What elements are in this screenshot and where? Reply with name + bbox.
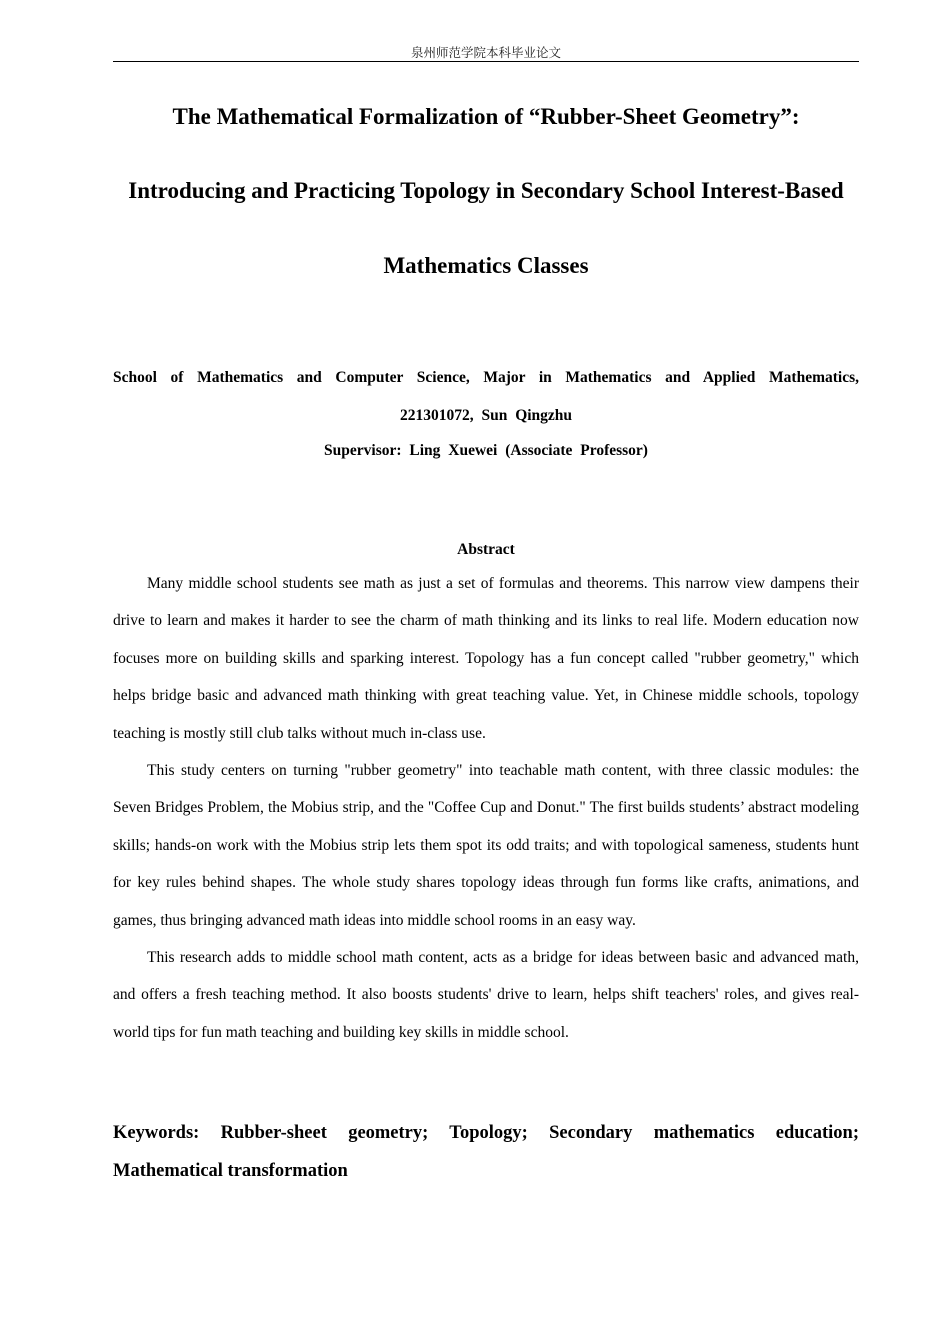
abstract-paragraph: Many middle school students see math as just a set of formulas and theorems. This narrow view dampens their drive to learn and makes it harder to see the charm of math thinking and its links to real life. Modern education now focuses more on building skills and sparking interest. Topology has a fun concept called "rubber geometry," which helps bridge basic and advanced math thinking with great teaching value. Yet, in Chinese middle schools, topology teaching is mostly still club talks without much in-class use. [113, 575, 859, 742]
author-id-name: 221301072, Sun Qingzhu [399, 407, 573, 424]
supervisor: Supervisor: Ling Xuewei (Associate Professor) [324, 442, 648, 459]
title-line-2: Introducing and Practicing Topology in Secondary School Interest-Based [128, 178, 844, 203]
title-line-3: Mathematics Classes [383, 253, 589, 278]
header-rule [113, 61, 859, 62]
abstract-paragraph: This research adds to middle school math content, acts as a bridge for ideas between basic and advanced math, and offers a fresh teaching method. It also boosts students' drive to learn, helps shift teachers' roles, and gives real-world tips for fun math teaching and building key skills in middle school. [113, 949, 859, 1041]
abstract-heading: Abstract [457, 541, 515, 558]
running-header: 泉州师范学院本科毕业论文 [410, 45, 561, 60]
abstract-paragraph: This study centers on turning "rubber geometry" into teachable math content, with three classic modules: the Seven Bridges Problem, the Mobius strip, and the "Coffee Cup and Donut." The first builds students’ abstract modeling skills; hands-on work with the Mobius strip lets them spot its odd traits; and with topological sameness, students hunt for key rules behind shapes. The whole study shares topology ideas through fun forms like crafts, animations, and games, thus bringing advanced math ideas into middle school rooms in an easy way. [113, 762, 859, 929]
author-affiliation: School of Mathematics and Computer Science, Major in Mathematics and Applied Mathematics, [113, 369, 859, 386]
title-line-1: The Mathematical Formalization of “Rubber-Sheet Geometry”: [172, 104, 800, 129]
keywords: Keywords: Rubber-sheet geometry; Topology; Secondary mathematics education; Mathematical transformation [113, 1123, 859, 1181]
abstract-body [113, 565, 859, 1051]
